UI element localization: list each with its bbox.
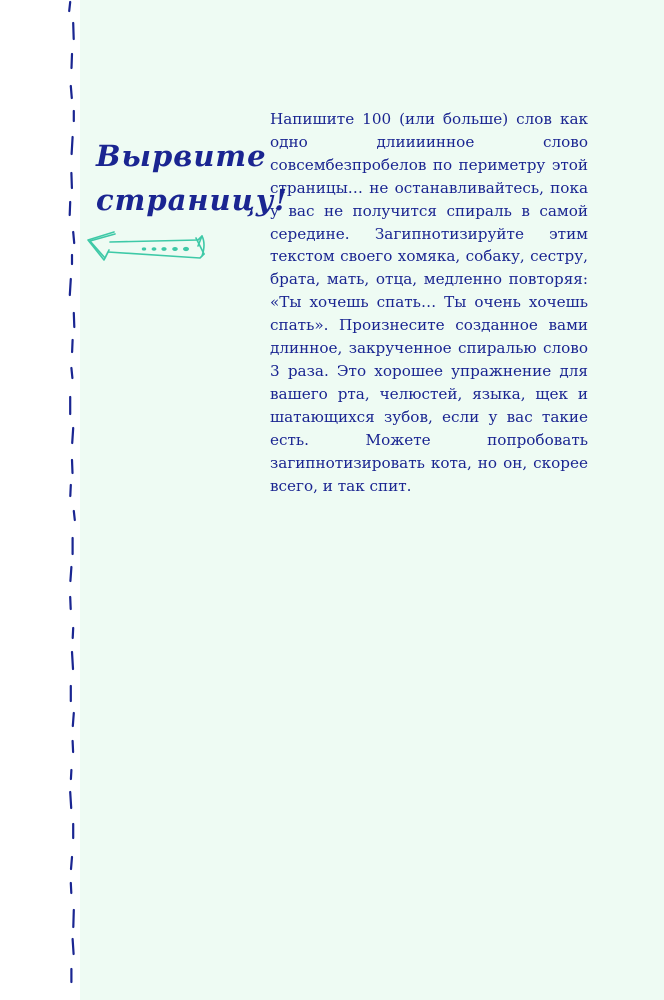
perforation-dash bbox=[73, 741, 74, 752]
headline-line-1: Вырвите bbox=[96, 139, 267, 173]
perforation-dash bbox=[70, 279, 71, 295]
perforation-dash bbox=[73, 232, 74, 243]
perforation-dash bbox=[71, 368, 72, 378]
perforation-dash bbox=[71, 86, 72, 98]
tear-out-headline bbox=[96, 134, 289, 222]
perforation-dash bbox=[73, 939, 74, 954]
perforation-dash bbox=[70, 792, 71, 808]
perforation-dash bbox=[70, 202, 71, 215]
perforation-dash bbox=[73, 23, 74, 39]
headline-line-2: страницу! bbox=[96, 183, 289, 217]
perforation-dash bbox=[70, 597, 71, 609]
perforation-dash bbox=[73, 910, 74, 927]
perforation-dash bbox=[71, 857, 72, 869]
perforation-dash bbox=[73, 713, 74, 726]
perforation-dash bbox=[71, 883, 72, 893]
perforation-dash bbox=[70, 567, 71, 581]
perforation-dash bbox=[71, 770, 72, 779]
left-arrow-icon bbox=[84, 228, 210, 278]
perforation-dash bbox=[72, 428, 73, 443]
perforation-line-icon[interactable] bbox=[62, 0, 82, 1000]
instructions-paragraph: Напишите 100 (или больше) слов как одно длиииинное слово совсембезпробелов по периметру этой страницы… не останавливайтесь, пока у вас не получится спираль в самой середине. Загипнотизируйте этим текстом своего хомяка, собаку, сестру, брата, мать, отца, медленно повторяя: «Ты хочешь спать… Ты очень хочешь спать». Произнесите созданное вами длинное, закрученное спиралью слово 3 раза. Это хорошее упражнение для вашего рта, челюстей, языка, щек и шатающихся зубов, если у вас такие есть. Можете попробовать загипнотизировать кота, но он, скорее всего, и так спит. bbox=[270, 110, 588, 495]
perforation-dash bbox=[74, 511, 75, 520]
perforation-dash bbox=[72, 340, 73, 352]
perforation-dash bbox=[70, 485, 71, 496]
perforation-dash bbox=[72, 137, 73, 154]
perforation-dash bbox=[72, 460, 73, 473]
perforation-dash bbox=[72, 54, 73, 68]
perforation-dash bbox=[74, 313, 75, 327]
perforation-dash bbox=[73, 628, 74, 638]
perforation-dash bbox=[72, 652, 73, 669]
perforation-dash bbox=[69, 2, 70, 11]
perforation-dash bbox=[71, 173, 72, 188]
